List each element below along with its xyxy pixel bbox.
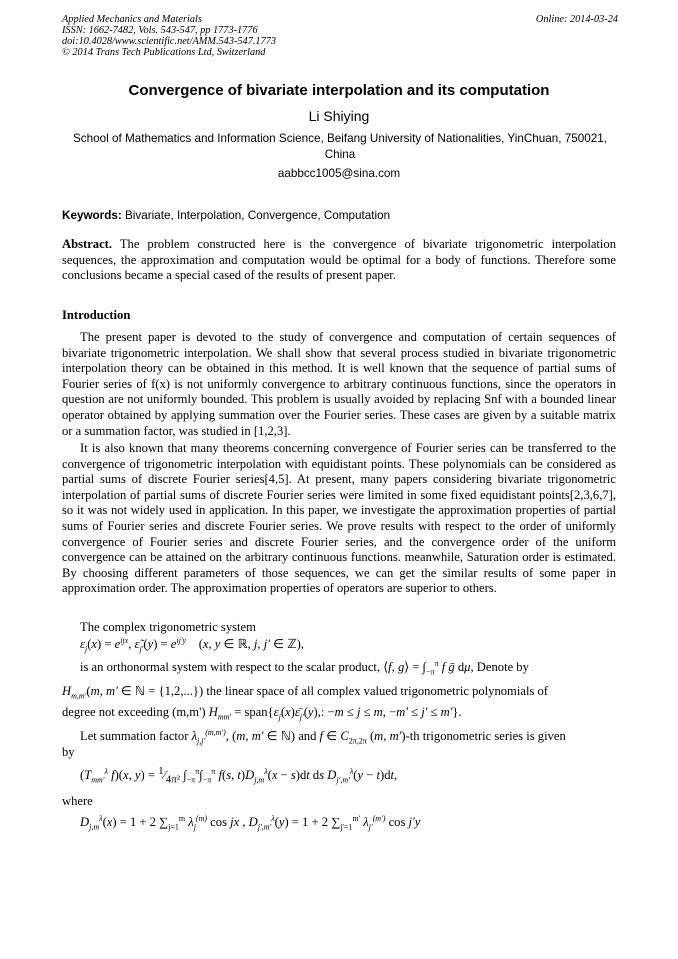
author-email: aabbcc1005@sina.com [277, 167, 401, 180]
affiliation: School of Mathematics and Information Science, Beifang University of Nationalities, YinChuan, 750021, China [72, 132, 608, 161]
intro-paragraph-1: The present paper is devoted to the study of convergence and computation of certain sequences of bivariate trigonometric interpolation. We shall show that several process studied in bivariate trigonometric interpolation theory can be obtained in this method. It is well known that the sequence of partial sums of Fourier series of f(x) is not uniformly convergence to arbitrary continuous functions, since the operators in question are not uniformly bounded. This problem is usually avoided by replacing Snf with a bounded linear operator obtained by applying summation over the Fourier series. These cases are given by a suitable matrix or a summation factor, was studied in [1,2,3]. [62, 330, 616, 438]
ortho-line: is an orthonormal system with respect to the scalar product, ⟨f, g⟩ = $\int_{-\pi}^\pi$ f ḡ dμ, Denote by [80, 659, 529, 677]
by-word: by [62, 744, 75, 759]
online-date: Online: 2014-03-24 [535, 14, 618, 25]
abstract-label: Abstract. [62, 237, 113, 251]
math-block [62, 620, 616, 831]
abstract-text: The problem constructed here is the convergence of bivariate trigonometric interpolation sequences, the approximation and computation would be optimal for a body of functions. Therefore some conclusions became a special cased of the results of present paper. [62, 237, 617, 283]
journal-header [62, 14, 618, 58]
section-heading: Introduction [62, 308, 131, 322]
system-formula: $\varepsilon_j(x) = e^{ijx}$, $\varepsiloñ_{j'}(y) = e^{ij'y}$ (x, y ∈ ℝ, j, j' ∈ ℤ), [80, 635, 304, 654]
abstract [62, 237, 616, 284]
keywords-text: Bivariate, Interpolation, Convergence, Computation [125, 209, 391, 222]
issn-line: ISSN: 1662-7482, Vols. 543-547, pp 1773-1776 [62, 25, 258, 36]
intro-paragraph-2: It is also known that many theorems concerning convergence of Fourier series can be transferred to the convergence of trigonometric interpolation with equidistant points. These polynomials can be considered as partial sums of discrete Fourier series[4,5]. At present, many papers considering bivariate trigonometric interpolation of partial sums of discrete Fourier series were limited in some fixed equidistant points[2,3,6,7], so it was not widely used in application. In this paper, we investigate the approximation properties of partial sums of Fourier series and discrete Fourier series. We prove results with respect to the order of uniformly convergence of Fourier series and discrete Fourier series, and the convergence order of the uniform convergence can be attained on the arbitrary continuous functions. meanwhile, Saturation order is estimated. By choosing different parameters of those sequences, we can get the similar results of some paper in approximation order. The approximation properties of operators are superior to others. [62, 441, 616, 596]
keywords [62, 209, 618, 222]
system-line: The complex trigonometric system [80, 620, 256, 634]
journal-name: Applied Mechanics and Materials [62, 14, 202, 25]
summation-line: Let summation factor $\lambda_{j,j'}^{(m,m')}$, (m, m' ∈ ℕ) and f ∈ $C_{2\pi,2\pi}$ (m, m')-th trigonometric series is given [80, 727, 566, 746]
author-name: Li Shiying [308, 108, 370, 124]
doi-line: doi:10.4028/www.scientific.net/AMM.543-547.1773 [62, 36, 277, 47]
paper-title: Convergence of bivariate interpolation and its computation [128, 82, 550, 99]
degree-line: degree not exceeding (m,m') $H_{mm'}$ = $span\{\varepsilon_j(x)\varepsilon̄_{j'}(y)$,: −m ≤ j ≤ m, −m' ≤ j' ≤ m'}. [62, 705, 462, 722]
operator-formula: ($T_{mm'}^\lambda$ f)(x, $y) = ^1⁄_{4\pi^2}$ $\int_{-\pi}^\pi\int_{-\pi}^\pi$ f(s, $t)D_{j,m}^\lambda(x - s)dt$ ds $D_{j',m'}^\lambda(y - t)dt$, [80, 764, 398, 786]
kernel-formula: $D_{j,m}^\lambda(x) = 1 + 2$ $\sum_{j=1}^m$ $\lambda_j^{(m)}$ cos jx , $D_{j',m'}^\lambda(y) = 1 + 2$ $\sum_{j'=1}^{m'}$ $\lambda_{j'}^{(m')}$ cos j'y [80, 814, 421, 832]
copyright-line: © 2014 Trans Tech Publications Ltd, Switzerland [62, 47, 266, 58]
space-line: $H_{m,m'}(m$, m' ∈ ℕ = {1,2,...}) the linear space of all complex valued trigonometric polynomials of [62, 683, 548, 701]
where-word: where [62, 793, 93, 808]
keywords-label: Keywords: [62, 209, 122, 222]
